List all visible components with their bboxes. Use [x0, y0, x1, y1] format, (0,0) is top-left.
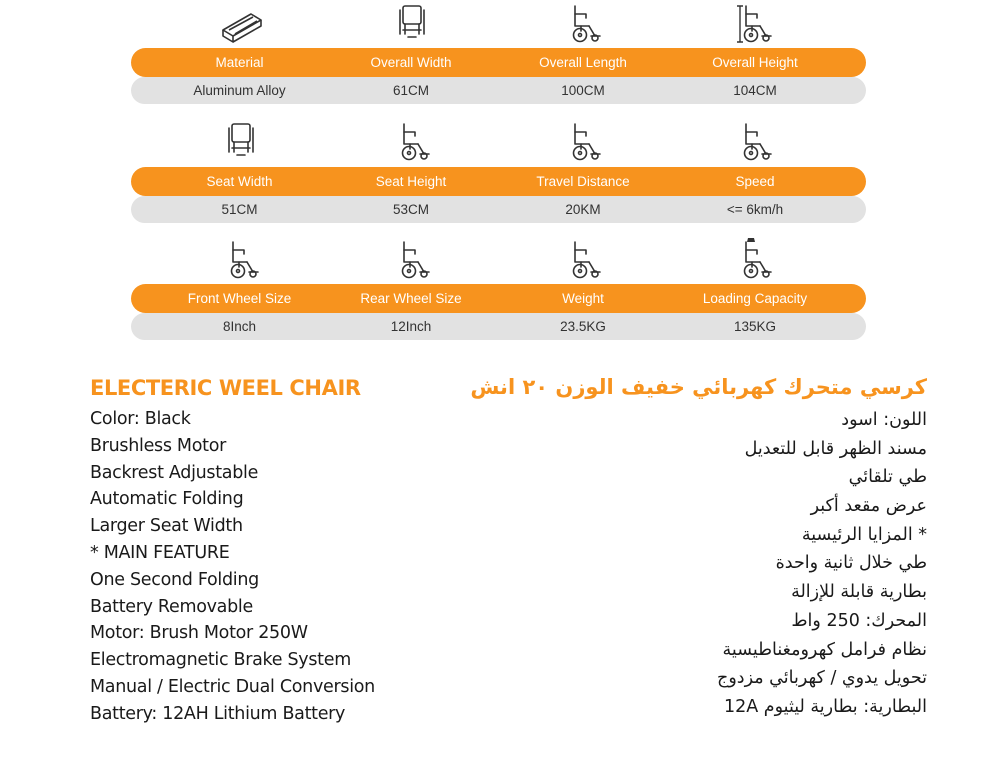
- spec-label: Speed: [735, 174, 775, 189]
- front-wheel-icon: [211, 236, 271, 282]
- spec-label: Front Wheel Size: [187, 291, 292, 306]
- spec-value: 20KM: [565, 202, 601, 217]
- spec-value: 135KG: [733, 319, 777, 334]
- list-item: Motor: Brush Motor 250W: [90, 623, 308, 644]
- spec-values-row-3: [131, 313, 866, 340]
- spec-icons-row-3: [131, 236, 866, 286]
- list-item: * المزايا الرئيسية: [801, 524, 927, 545]
- spec-label: Material: [215, 55, 264, 70]
- list-item: Color: Black: [90, 409, 191, 429]
- weight-icon: [553, 236, 613, 282]
- seat-height-icon: [382, 118, 442, 164]
- list-item: المحرك: 250 واط: [791, 610, 927, 631]
- spec-value: 61CM: [392, 83, 429, 98]
- spec-label: Overall Length: [539, 55, 627, 70]
- list-item: * MAIN FEATURE: [90, 542, 230, 563]
- list-item: Brushless Motor: [90, 435, 226, 456]
- list-item: Manual / Electric Dual Conversion: [90, 676, 375, 697]
- spec-labels-row-1: [131, 48, 866, 77]
- list-item: البطارية: بطارية ليثيوم 12A: [723, 696, 927, 717]
- list-item: عرض مقعد أكبر: [810, 496, 927, 517]
- height-dimension-icon: [724, 0, 784, 46]
- spec-value: 12Inch: [390, 319, 432, 334]
- spec-label: Seat Height: [375, 174, 447, 189]
- english-feature-list: [90, 406, 450, 728]
- loading-capacity-icon: [724, 236, 784, 282]
- list-item: Electromagnetic Brake System: [90, 650, 351, 671]
- spec-label: Weight: [562, 291, 604, 306]
- list-item: One Second Folding: [90, 569, 259, 590]
- spec-label: Travel Distance: [536, 174, 630, 189]
- travel-distance-icon: [553, 118, 613, 164]
- spec-value: 104CM: [733, 83, 777, 98]
- spec-value: <= 6km/h: [726, 202, 784, 217]
- english-title: ELECTERIC WEEL CHAIR: [90, 376, 361, 400]
- aluminum-profile-icon: [211, 0, 271, 46]
- list-item: Larger Seat Width: [90, 516, 243, 537]
- spec-value: Aluminum Alloy: [193, 83, 286, 98]
- spec-icons-row-2: [131, 118, 866, 168]
- spec-label: Loading Capacity: [702, 291, 808, 306]
- spec-values-row-1: [131, 77, 866, 104]
- list-item: اللون: اسود: [841, 410, 927, 430]
- length-dimension-icon: [553, 0, 613, 46]
- list-item: تحويل يدوي / كهربائي مزدوج: [717, 668, 927, 689]
- list-item: طي خلال ثانية واحدة: [775, 553, 927, 574]
- arabic-description: [467, 372, 927, 722]
- spec-value: 8Inch: [222, 319, 257, 334]
- arabic-title: كرسي متحرك كهربائي خفيف الوزن ٢٠ انش: [470, 375, 927, 399]
- seat-width-icon: [211, 118, 271, 164]
- spec-icons-row-1: [131, 0, 866, 50]
- spec-labels-row-3: [131, 284, 866, 313]
- list-item: Battery: 12AH Lithium Battery: [90, 703, 346, 724]
- list-item: Backrest Adjustable: [90, 462, 259, 483]
- spec-label: Overall Width: [370, 55, 452, 70]
- english-description: [90, 374, 450, 728]
- list-item: بطارية قابلة للإزالة: [791, 582, 927, 603]
- list-item: نظام فرامل كهرومغناطيسية: [722, 639, 927, 660]
- spec-value: 53CM: [392, 202, 429, 217]
- spec-label: Rear Wheel Size: [360, 291, 462, 306]
- width-dimension-icon: [382, 0, 442, 46]
- spec-value: 51CM: [221, 202, 258, 217]
- spec-label: Overall Height: [712, 55, 798, 70]
- spec-value: 23.5KG: [560, 319, 606, 334]
- list-item: مسند الظهر قابل للتعديل: [744, 438, 927, 459]
- spec-labels-row-2: [131, 167, 866, 196]
- spec-label: Seat Width: [206, 174, 273, 189]
- spec-values-row-2: [131, 196, 866, 223]
- rear-wheel-icon: [382, 236, 442, 282]
- list-item: Battery Removable: [90, 596, 253, 617]
- list-item: Automatic Folding: [90, 489, 244, 510]
- speed-icon: [724, 118, 784, 164]
- list-item: طي تلقائي: [848, 467, 927, 488]
- arabic-feature-list: [467, 406, 927, 722]
- spec-value: 100CM: [561, 83, 605, 98]
